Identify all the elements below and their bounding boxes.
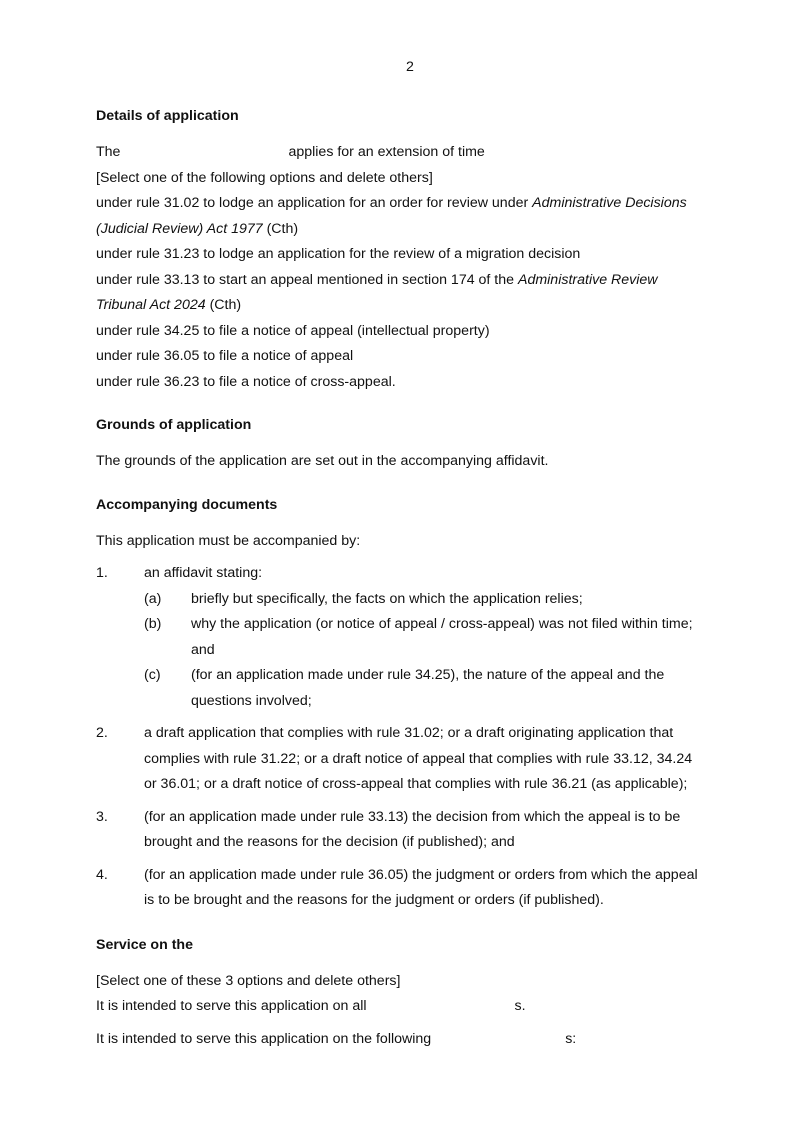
option-31-02-act-a: Administrative Decisions: [532, 195, 687, 211]
option-33-13-act-a: Administrative Review: [517, 271, 658, 288]
option-31-02-act-b: (Judicial Review) Act 1977: [96, 220, 263, 237]
option-33-13-end: (Cth): [205, 297, 242, 313]
list-item-line: a draft application that complies with rule 31.02; or a draft originating application that: [144, 725, 674, 741]
option-36-23: under rule 36.23 to file a notice of cross-appeal.: [96, 373, 396, 390]
service-option-all: [96, 994, 736, 1020]
service-option-following: [96, 1027, 736, 1053]
sub-item-text-cont: questions involved;: [191, 692, 312, 709]
option-31-02-cont: [96, 217, 736, 243]
option-33-13-act-b: Tribunal Act 2024: [96, 297, 206, 313]
documents-intro: This application must be accompanied by:: [96, 532, 361, 549]
service-option-all-start: It is intended to serve this application on all: [96, 998, 367, 1014]
sub-item: [144, 587, 736, 613]
option-34-25: under rule 34.25 to file a notice of appeal (intellectual property): [96, 322, 490, 339]
list-item-line: (for an application made under rule 33.13) the decision from which the appeal is to be: [144, 808, 681, 825]
applicant-line-start: The: [96, 144, 121, 160]
service-option-following-start: It is intended to serve this application on the following: [96, 1030, 432, 1047]
service-option-following-end: s:: [565, 1030, 577, 1047]
sub-item-text: why the application (or notice of appeal / cross-appeal) was not filed within time;: [191, 616, 693, 632]
applicant-line-end: applies for an extension of time: [288, 144, 485, 160]
list-item-line: or 36.01; or a draft notice of cross-appeal that complies with rule 36.21 (as applicable);: [144, 776, 688, 792]
list-item-line: complies with rule 31.22; or a draft notice of appeal that complies with rule 33.12, 34.24: [144, 750, 693, 767]
list-item: [96, 561, 736, 714]
sub-item-number: (b): [144, 616, 162, 632]
grounds-text: The grounds of the application are set out in the accompanying affidavit.: [96, 453, 549, 469]
option-33-13-cont: [96, 293, 736, 319]
list-item-text: an affidavit stating:: [144, 565, 263, 581]
sub-item: [144, 612, 736, 663]
list-item-number: 2.: [96, 725, 108, 741]
list-item: [96, 863, 736, 914]
sub-item-number: (a): [144, 590, 162, 607]
list-item-line: is to be brought and the reasons for the judgment or orders (if published).: [144, 892, 604, 908]
option-31-02: [96, 191, 736, 217]
details-instruction: [Select one of the following options and delete others]: [96, 169, 433, 186]
option-31-23: under rule 31.23 to lodge an application for the review of a migration decision: [96, 246, 581, 262]
document-body: [96, 107, 736, 1052]
documents-heading: Accompanying documents: [96, 496, 278, 513]
sub-item-number: (c): [144, 667, 161, 683]
list-item-number: 3.: [96, 808, 108, 825]
documents-list: [96, 561, 736, 914]
list-item-line: brought and the reasons for the decision (if published); and: [144, 834, 515, 850]
list-item: [96, 805, 736, 856]
sub-item: [144, 663, 736, 714]
sub-item-text: (for an application made under rule 34.25), the nature of the appeal and the: [191, 667, 665, 683]
sub-item-text: briefly but specifically, the facts on which the application relies;: [191, 590, 583, 607]
sub-item-text-cont: and: [191, 641, 215, 658]
option-31-02-text: under rule 31.02 to lodge an application for an order for review under: [96, 195, 533, 211]
applicant-line: [96, 140, 736, 166]
service-heading: Service on the: [96, 936, 193, 953]
grounds-heading: Grounds of application: [96, 417, 252, 433]
option-33-13: [96, 268, 736, 294]
service-instruction: [Select one of these 3 options and delete others]: [96, 972, 401, 989]
option-36-05: under rule 36.05 to file a notice of appeal: [96, 348, 354, 364]
list-item-number: 1.: [96, 565, 108, 581]
service-option-all-end: s.: [514, 998, 526, 1014]
list-item: [96, 721, 736, 798]
page-number: 2: [406, 59, 414, 75]
list-item-number: 4.: [96, 866, 108, 883]
option-31-02-end: (Cth): [262, 220, 299, 237]
option-33-13-text: under rule 33.13 to start an appeal mentioned in section 174 of the: [96, 271, 518, 288]
list-item-line: (for an application made under rule 36.05) the judgment or orders from which the appeal: [144, 866, 698, 883]
details-heading: Details of application: [96, 108, 239, 124]
